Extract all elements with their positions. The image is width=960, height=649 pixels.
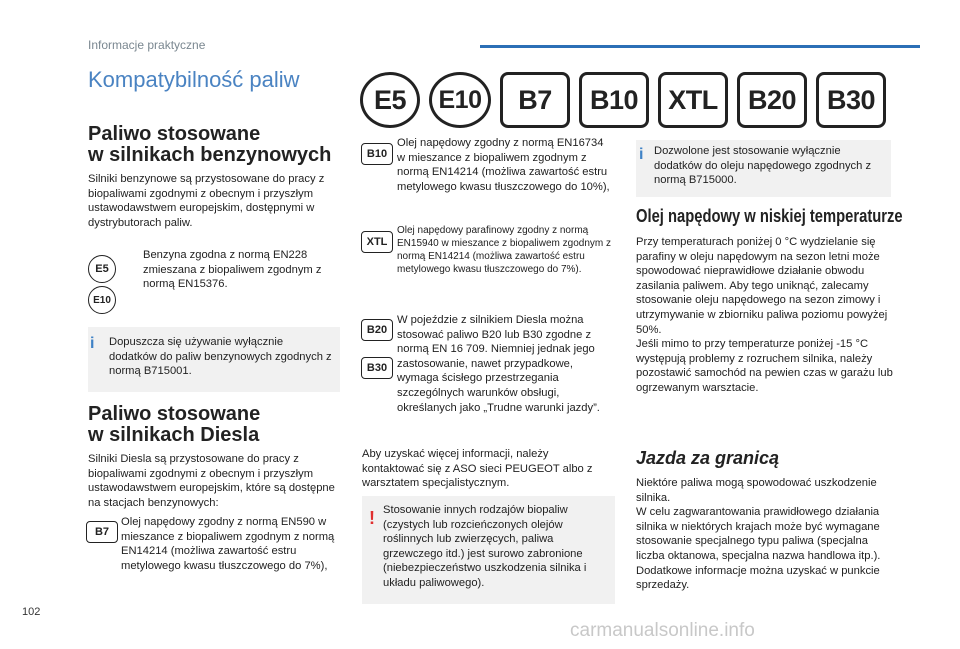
more-info-text: Aby uzyskać więcej informacji, należy kontaktować się z ASO sieci PEUGEOT albo z warsztatem specjalistycznym. (362, 448, 593, 490)
badge-e5: E5 (88, 255, 116, 283)
fuel-label-xtl: XTL (658, 72, 728, 128)
warning-icon: ! (369, 508, 375, 528)
b10-text: Olej napędowy zgodny z normą EN16734 w mieszance z biopaliwem zgodnym z normą EN14214 (możliwa zawartość estru metylowego kwasu tłuszczowego do 10%), (397, 137, 610, 193)
diesel-info-box (636, 140, 891, 197)
watermark: carmanualsonline.info (570, 620, 755, 641)
diesel-b7-text: Olej napędowy zgodny z normą EN590 w mieszance z biopaliwem zgodnym z normą EN14214 (możliwa zawartość estru metylowego kwasu tłuszczowego do 7%), (121, 516, 335, 572)
running-header: Informacje praktyczne (88, 38, 206, 52)
b20-b30-text: W pojeździe z silnikiem Diesla można stosować paliwo B20 lub B30 zgodne z normą EN 16 709. Niemniej jednak jego zastosowanie, nawet przypadkowe, wymaga ścisłego przestrzegania szczególnych warunków obsługi, określanych jako „Trudne warunki jazdy”. (397, 314, 600, 414)
petrol-intro: Silniki benzynowe są przystosowane do pracy z biopaliwami zgodnymi z obecnym i przyszłym ustawodawstwem europejskim, dostępnymi w dystrybutorach paliw. (88, 173, 325, 229)
info-icon: i (90, 335, 95, 352)
diesel-heading-line2: w silnikach Diesla (88, 424, 260, 446)
badge-b20: B20 (361, 319, 393, 341)
fuel-label-b20: B20 (737, 72, 807, 128)
abroad-heading: Jazda za granicą (636, 448, 780, 468)
badge-b30: B30 (361, 357, 393, 379)
fuel-label-e10: E10 (429, 72, 491, 128)
fuel-label-e5: E5 (360, 72, 420, 128)
petrol-heading-line2: w silnikach benzynowych (88, 144, 332, 166)
xtl-text: Olej napędowy parafinowy zgodny z normą EN15940 w mieszance z biopaliwem zgodnym z normą EN14214 (możliwa zawartość estru metylowego kwasu tłuszczowego do 7%). (397, 225, 611, 275)
diesel-info-text: Dozwolone jest stosowanie wyłącznie dodatków do oleju napędowego zgodnych z normą B715000. (654, 145, 872, 187)
page-number: 102 (22, 606, 41, 618)
header-rule (480, 45, 920, 48)
badge-xtl: XTL (361, 231, 393, 253)
diesel-intro: Silniki Diesla są przystosowane do pracy z biopaliwami zgodnymi z obecnym i przyszłym ustawodawstwem europejskim, które są dostępne na stacjach benzynowych: (88, 453, 335, 509)
petrol-heading (88, 124, 348, 166)
petrol-info-text: Dopuszcza się używanie wyłącznie dodatków do paliw benzynowych zgodnych z normą B715001. (109, 336, 332, 378)
fuel-label-b7: B7 (500, 72, 570, 128)
diesel-heading (88, 404, 348, 446)
fuel-label-b10: B10 (579, 72, 649, 128)
badge-b7: B7 (86, 521, 118, 543)
petrol-info-box (88, 327, 340, 392)
fuel-label-b30: B30 (816, 72, 886, 128)
info-icon: i (639, 146, 644, 163)
page-title: Kompatybilność paliw (88, 67, 300, 92)
badge-e10: E10 (88, 286, 116, 314)
warning-text: Stosowanie innych rodzajów biopaliw (czystych lub rozcieńczonych olejów roślinnych lub zwierzęcych, paliwa grzewczego itd.) jest surowo zabronione (niebezpieczeństwo uszkodzenia silnika i układu paliwowego). (383, 504, 587, 589)
cold-weather-text: Przy temperaturach poniżej 0 °C wydzielanie się parafiny w oleju napędowym na sezon letni może spowodować nieprawidłowe działanie obwodu zasilania paliwem. Aby tego uniknąć, zalecamy stosowanie oleju napędowego na sezon zimowy i utrzymywanie w zbiorniku paliwa poziomu powyżej 50%. Jeśli mimo to przy temperaturze poniżej -15 °C występują problemy z rozruchem silnika, należy pozostawić samochód na pewien czas w garażu lub ogrzewanym warsztacie. (636, 236, 893, 394)
petrol-heading-line1: Paliwo stosowane (88, 123, 261, 145)
abroad-text: Niektóre paliwa mogą spowodować uszkodzenie silnika. W celu zagwarantowania prawidłowego działania silnika w niektórych krajach może być wymagane stosowanie specjalnego typu paliwa (specjalna liczba oktanowa, specjalna nazwa handlowa itp.). Dodatkowe informacje można uzyskać w punkcie sprzedaży. (636, 477, 881, 592)
warning-box (362, 496, 615, 604)
badge-b10: B10 (361, 143, 393, 165)
diesel-heading-line1: Paliwo stosowane (88, 403, 261, 425)
petrol-e-text: Benzyna zgodna z normą EN228 zmieszana z biopaliwem zgodnym z normą EN15376. (143, 249, 322, 291)
cold-weather-heading: Olej napędowy w niskiej temperaturze (636, 206, 903, 226)
fuel-label-row (360, 72, 886, 128)
